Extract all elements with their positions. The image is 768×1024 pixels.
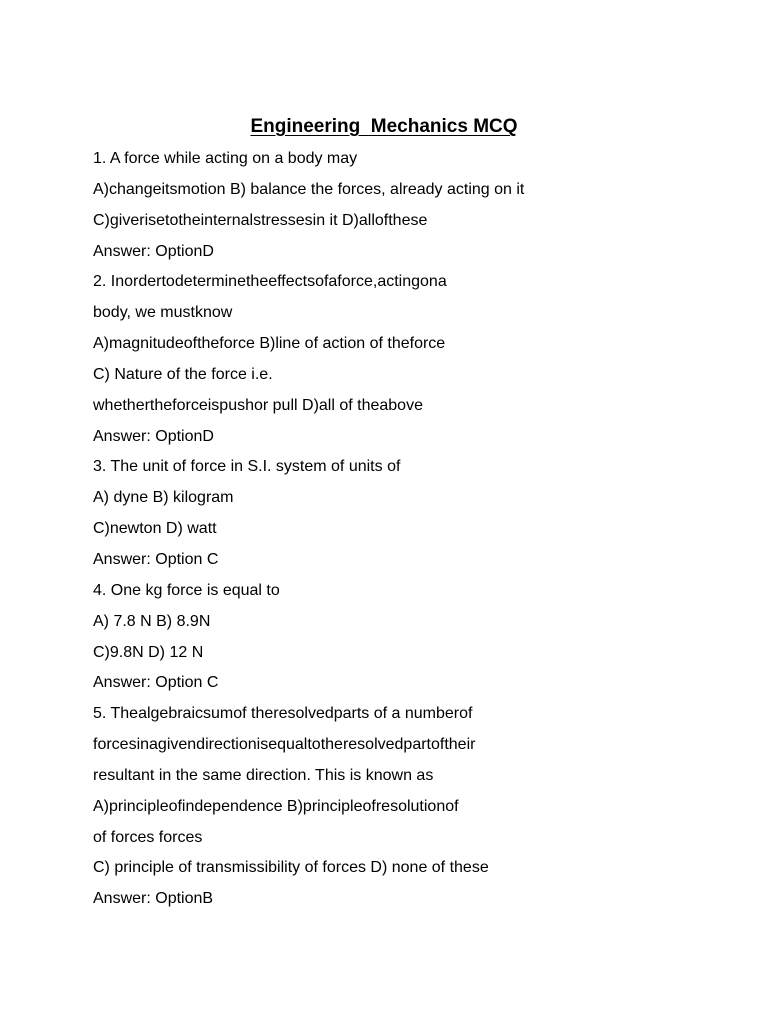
- question-2-stem: 2. Inordertodeterminetheeffectsofaforce,actingona: [93, 273, 447, 291]
- question-1-stem: 1. A force while acting on a body may: [93, 150, 358, 167]
- question-3-options-ab: A) dyne B) kilogram: [93, 489, 234, 507]
- question-2-options-ab: A)magnitudeoftheforce B)line of action of theforce: [93, 335, 446, 353]
- question-4-answer: Answer: Option C: [93, 674, 219, 692]
- question-3-answer: Answer: Option C: [93, 550, 219, 568]
- question-4-options-cd: C)9.8N D) 12 N: [93, 643, 204, 661]
- question-2-stem-cont: body, we mustknow: [93, 304, 233, 322]
- question-2-answer: Answer: OptionD: [93, 427, 214, 445]
- question-5-options-ab: A)principleofindependence B)principleofresolutionof: [93, 797, 459, 815]
- question-2-option-c-cont-d: whethertheforceispushor pull D)all of theabove: [93, 396, 423, 414]
- question-1-options-ab: A)changeitsmotion B) balance the forces, already acting on it: [93, 180, 525, 198]
- document-title: Engineering Mechanics MCQ: [250, 116, 518, 137]
- question-5-stem-cont: forcesinagivendirectionisequaltotheresolvedpartoftheir: [93, 736, 476, 754]
- question-5-stem: 5. Thealgebraicsumof theresolvedparts of a numberof: [93, 705, 473, 723]
- question-4-stem: 4. One kg force is equal to: [93, 581, 280, 599]
- question-5-options-ab-cont: of forces forces: [93, 828, 203, 846]
- question-3-stem: 3. The unit of force in S.I. system of units of: [93, 458, 401, 476]
- document-body: [93, 145, 733, 916]
- question-1-answer: Answer: OptionD: [93, 242, 214, 260]
- question-2-option-c: C) Nature of the force i.e.: [93, 365, 273, 383]
- question-4-options-ab: A) 7.8 N B) 8.9N: [93, 612, 211, 630]
- question-1-options-cd: C)giverisetotheinternalstressesin it D)allofthese: [93, 211, 428, 229]
- question-5-answer: Answer: OptionB: [93, 890, 214, 908]
- question-3-options-cd: C)newton D) watt: [93, 520, 217, 538]
- question-5-stem-cont-2: resultant in the same direction. This is known as: [93, 766, 434, 784]
- question-5-options-cd: C) principle of transmissibility of forces D) none of these: [93, 859, 489, 877]
